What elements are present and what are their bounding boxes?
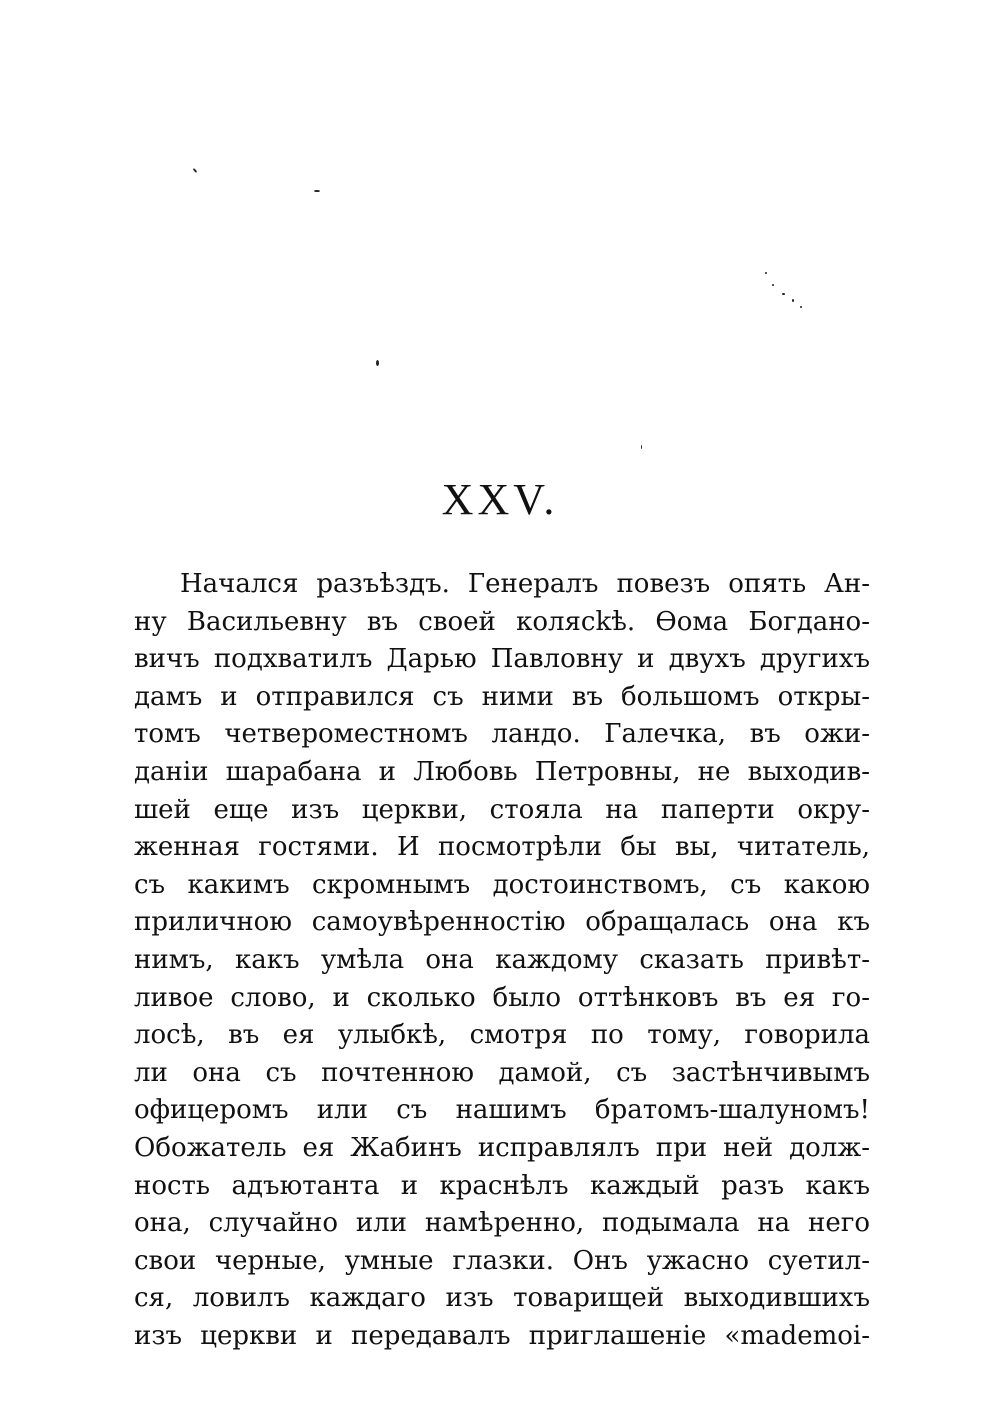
text-line: вичъ подхватилъ Дарью Павловну и двухъ другихъ xyxy=(134,644,870,675)
chapter-heading: XXV. xyxy=(441,475,559,524)
text-line: даніи шарабана и Любовь Петровны, не выходив- xyxy=(134,756,870,787)
text-line: Обожатель ея Жабинъ исправлялъ при ней долж- xyxy=(134,1132,870,1163)
text-line: офицеромъ или съ нашимъ братомъ-шалуномъ! xyxy=(134,1095,870,1126)
chapter-text xyxy=(134,566,870,1355)
text-line: шей еще изъ церкви, стояла на паперти окру- xyxy=(134,794,870,825)
text-line: дамъ и отправился съ ними въ большомъ откры- xyxy=(134,681,870,712)
text-line: ли она съ почтенною дамой, съ застѣнчивымъ xyxy=(134,1057,870,1088)
text-line: приличною самоувѣренностію обращалась она къ xyxy=(134,907,870,938)
scan-speck xyxy=(765,272,767,274)
scan-speck xyxy=(800,306,802,308)
scan-speck xyxy=(193,168,198,173)
text-line: свои черные, умные глазки. Онъ ужасно суетил- xyxy=(134,1245,870,1276)
text-line: ливое слово, и сколько было оттѣнковъ въ ея го- xyxy=(134,982,870,1013)
text-line: ность адъютанта и краснѣлъ каждый разъ какъ xyxy=(134,1170,870,1201)
text-line: Начался разъѣздъ. Генералъ повезъ опять Ан- xyxy=(180,569,870,599)
scan-speck xyxy=(376,360,379,366)
scan-speck xyxy=(314,190,320,192)
text-line: женная гостями. И посмотрѣли бы вы, читатель, xyxy=(134,832,870,863)
scan-speck xyxy=(772,284,774,286)
text-line: томъ четвероместномъ ландо. Галечка, въ ожи- xyxy=(134,719,870,750)
scan-speck xyxy=(792,299,794,302)
text-line: съ какимъ скромнымъ достоинствомъ, съ какою xyxy=(134,869,870,900)
scan-speck xyxy=(641,445,642,449)
text-line: нимъ, какъ умѣла она каждому сказать привѣт- xyxy=(134,944,870,975)
text-line: ну Васильевну въ своей колясkѣ. Ѳома Богдано- xyxy=(134,606,870,637)
text-line: изъ церкви и передавалъ приглашеніе «mademoi- xyxy=(134,1320,870,1351)
text-line: она, случайно или намѣренно, подымала на него xyxy=(134,1208,870,1239)
text-line: ся, ловилъ каждаго изъ товарищей выходившихъ xyxy=(134,1283,870,1314)
text-line: лосѣ, въ ея улыбкѣ, смотря по тому, говорила xyxy=(134,1020,870,1051)
scan-speck xyxy=(782,293,785,295)
